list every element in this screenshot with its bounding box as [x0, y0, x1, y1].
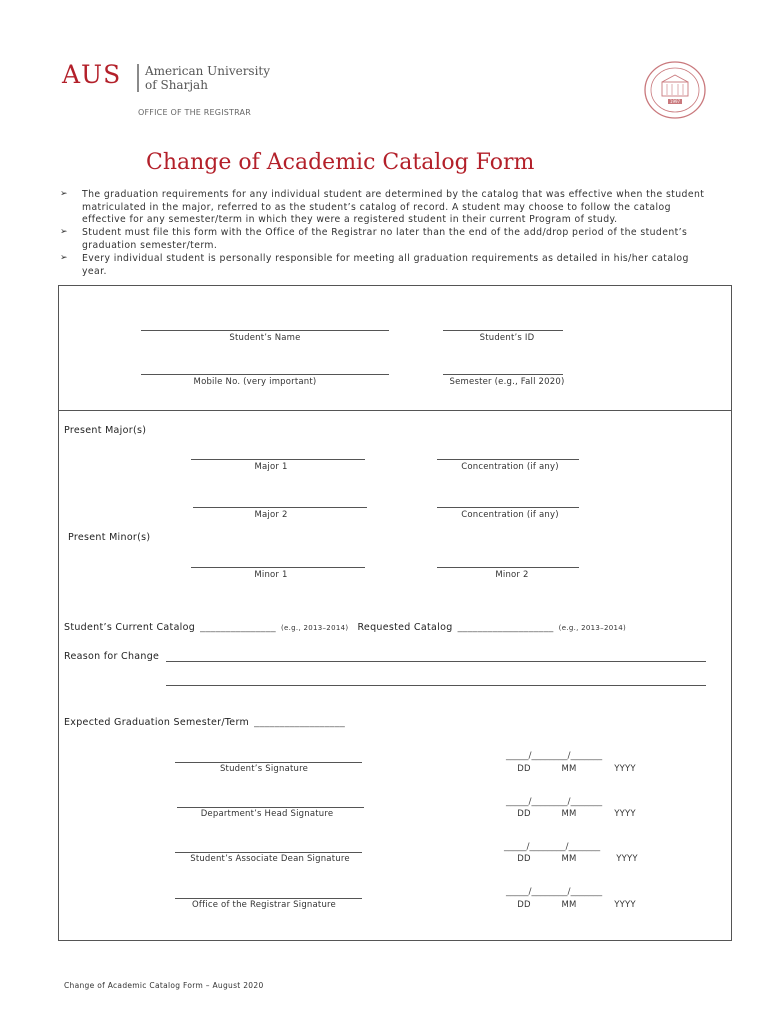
yyyy-label: YYYY — [616, 854, 638, 864]
current-catalog-hint: (e.g., 2013–2014) — [281, 624, 349, 632]
semester-label: Semester (e.g., Fall 2020) — [449, 377, 565, 387]
current-catalog-label: Student’s Current Catalog — [64, 622, 196, 633]
logo-name-line2: of Sharjah — [145, 78, 208, 92]
office-name: OFFICE OF THE REGISTRAR — [138, 108, 251, 117]
mm-label: MM — [561, 854, 577, 864]
major1-field[interactable] — [191, 459, 365, 460]
present-majors-heading: Present Major(s) — [64, 425, 147, 436]
yyyy-label: YYYY — [614, 809, 636, 819]
date-field[interactable]: _____/________/_______ — [506, 751, 603, 761]
bullet-2: Student must file this form with the Office of the Registrar no later than the end of the add/drop period of the student’s graduation semester/term. — [82, 227, 688, 251]
student-id-field[interactable] — [443, 330, 563, 331]
major1-label: Major 1 — [254, 462, 288, 472]
reason-field-line1[interactable] — [166, 661, 706, 662]
seal-year: 1997 — [669, 99, 681, 105]
date-field[interactable]: _____/________/_______ — [506, 887, 603, 897]
minor2-label: Minor 2 — [495, 570, 529, 580]
requested-catalog-hint: (e.g., 2013–2014) — [558, 624, 627, 632]
university-seal-icon — [643, 60, 707, 120]
page-footer: Change of Academic Catalog Form – August 2020 — [64, 981, 264, 990]
dd-label: DD — [517, 764, 531, 774]
dept-head-signature-field[interactable] — [177, 807, 364, 808]
arrow-bullet-icon: ➢ — [60, 227, 68, 237]
concentration1-label: Concentration (if any) — [461, 462, 559, 472]
arrow-bullet-icon: ➢ — [60, 253, 68, 263]
concentration1-field[interactable] — [437, 459, 579, 460]
date-field[interactable]: _____/________/_______ — [504, 842, 601, 852]
student-name-field[interactable] — [141, 330, 389, 331]
bullet-3: Every individual student is personally responsible for meeting all graduation requirements as detailed in his/her catalog year. — [82, 253, 689, 277]
associate-dean-signature-label: Student’s Associate Dean Signature — [190, 854, 350, 864]
student-name-label: Student’s Name — [229, 333, 301, 343]
dd-label: DD — [517, 854, 531, 864]
mobile-field[interactable] — [141, 374, 389, 375]
student-signature-label: Student’s Signature — [219, 764, 309, 774]
section-divider — [58, 410, 732, 411]
concentration2-label: Concentration (if any) — [461, 510, 559, 520]
mm-label: MM — [561, 809, 577, 819]
major2-label: Major 2 — [254, 510, 288, 520]
associate-dean-signature-field[interactable] — [175, 852, 362, 853]
minor2-field[interactable] — [437, 567, 579, 568]
catalog-row — [64, 615, 626, 634]
current-catalog-field[interactable]: _______________ — [200, 622, 276, 633]
dd-label: DD — [517, 900, 531, 910]
requested-catalog-label: Requested Catalog — [357, 622, 453, 633]
student-signature-field[interactable] — [175, 762, 362, 763]
reason-field-line2[interactable] — [166, 685, 706, 686]
major2-field[interactable] — [193, 507, 367, 508]
yyyy-label: YYYY — [614, 764, 636, 774]
expected-graduation-label: Expected Graduation Semester/Term — [64, 717, 250, 728]
registrar-signature-field[interactable] — [175, 898, 362, 899]
logo-divider — [137, 64, 139, 92]
present-minors-heading: Present Minor(s) — [68, 532, 151, 543]
requested-catalog-field[interactable]: ___________________ — [457, 622, 554, 633]
expected-graduation-row — [64, 710, 345, 729]
semester-field[interactable] — [443, 374, 563, 375]
aus-logo-abbr: AUS — [62, 60, 122, 89]
form-title: Change of Academic Catalog Form — [146, 150, 535, 175]
mobile-label: Mobile No. (very important) — [193, 377, 317, 387]
reason-label: Reason for Change — [64, 651, 160, 662]
registrar-signature-label: Office of the Registrar Signature — [192, 900, 336, 910]
mm-label: MM — [561, 900, 577, 910]
dept-head-signature-label: Department’s Head Signature — [200, 809, 334, 819]
dd-label: DD — [517, 809, 531, 819]
yyyy-label: YYYY — [614, 900, 636, 910]
date-field[interactable]: _____/________/_______ — [506, 797, 603, 807]
student-id-label: Student’s ID — [479, 333, 535, 343]
logo-name-line1: American University — [145, 64, 271, 78]
concentration2-field[interactable] — [437, 507, 579, 508]
bullet-1: The graduation requirements for any individual student are determined by the catalog that was effective when the student matriculated in the major, referred to as the student’s catalog of record. A student may choose to follow the catalog effective for any semester/term in which they were a registered student in their current Program of study. — [82, 189, 705, 225]
expected-graduation-field[interactable]: __________________ — [254, 717, 346, 728]
minor1-label: Minor 1 — [254, 570, 288, 580]
mm-label: MM — [561, 764, 577, 774]
arrow-bullet-icon: ➢ — [60, 189, 68, 199]
minor1-field[interactable] — [191, 567, 365, 568]
